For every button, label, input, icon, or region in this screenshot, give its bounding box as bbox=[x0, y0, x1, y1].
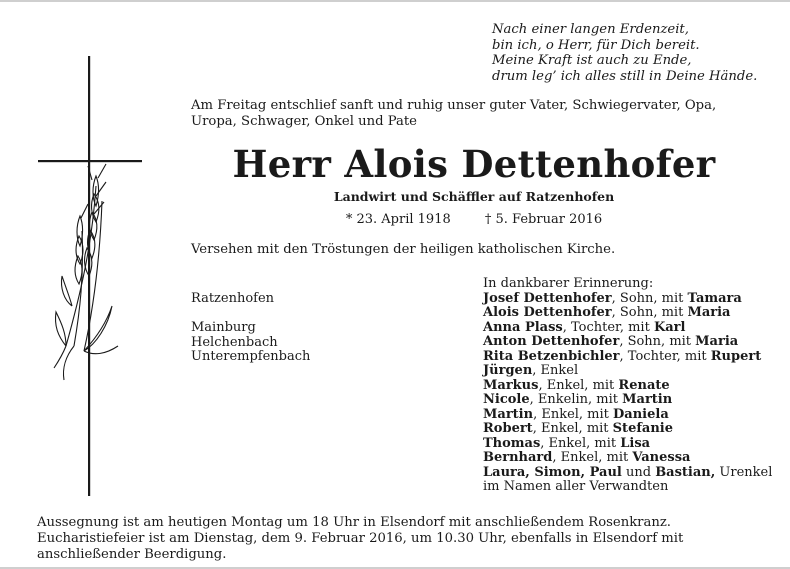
mourner-name: Vanessa bbox=[632, 450, 691, 465]
mourner-name: Bastian, bbox=[655, 464, 716, 480]
mourner-name: Maria bbox=[687, 305, 731, 320]
mourner-name: Rita Betzenbichler bbox=[483, 348, 620, 364]
mourner-name: Alois Dettenhofer bbox=[483, 305, 612, 320]
mourner-name: Martin bbox=[483, 406, 534, 422]
mourner-name: Anna Plass bbox=[483, 319, 563, 335]
mourner-relation: , Enkel, mit bbox=[538, 377, 619, 393]
mourner-name: Thomas bbox=[483, 435, 541, 451]
mourner-lines bbox=[483, 290, 773, 494]
mourner-line bbox=[483, 321, 773, 336]
mourner-name: Nicole bbox=[483, 392, 530, 407]
mourner-relation: , Enkel bbox=[532, 363, 579, 378]
poem-line: Nach einer langen Erdenzeit, bbox=[492, 22, 689, 37]
mourner-line bbox=[483, 480, 773, 495]
place: Unterempfenbach bbox=[191, 349, 311, 364]
place: Helchenbach bbox=[191, 334, 278, 350]
mourner-line bbox=[483, 379, 773, 394]
mourner-line bbox=[483, 292, 773, 307]
mourner-name: Tamara bbox=[687, 290, 742, 306]
mourner-name: Markus bbox=[483, 377, 539, 393]
death-date: † 5. Februar 2016 bbox=[484, 212, 603, 227]
mourner-relation: Urenkel bbox=[715, 464, 773, 480]
place: Mainburg bbox=[191, 320, 256, 335]
intro-text: Am Freitag entschlief sanft und ruhig unser guter Vater, Schwiegervater, Opa, Uropa, Schwager, Onkel und Pate bbox=[191, 98, 717, 130]
mourners-list bbox=[483, 276, 773, 494]
poem bbox=[492, 22, 772, 84]
mourner-name: Rupert bbox=[710, 348, 762, 364]
cross-with-wheat-icon bbox=[36, 56, 146, 496]
sacrament-text: Versehen mit den Tröstungen der heiligen katholischen Kirche. bbox=[191, 242, 616, 257]
place bbox=[191, 307, 310, 322]
mourner-relation: , Sohn, mit bbox=[611, 290, 688, 306]
mourner-line bbox=[483, 393, 773, 408]
poem-line: bin ich, o Herr, für Dich bereit. bbox=[492, 37, 700, 53]
mourner-relation: , Enkel, mit bbox=[533, 406, 614, 422]
mourner-relation: , Enkel, mit bbox=[532, 421, 613, 436]
birth-date: * 23. April 1918 bbox=[345, 212, 451, 227]
mourner-name: Lisa bbox=[620, 435, 651, 451]
occupation: Landwirt und Schäffler auf Ratzenhofen bbox=[333, 189, 615, 204]
top-border bbox=[0, 0, 790, 2]
mourner-line bbox=[483, 466, 773, 481]
mourner-relation: im Namen aller Verwandten bbox=[483, 479, 669, 494]
poem-line: drum leg’ ich alles still in Deine Hände. bbox=[492, 68, 758, 84]
mourner-relation: , Tochter, mit bbox=[619, 348, 711, 364]
poem-line: Meine Kraft ist auch zu Ende, bbox=[492, 53, 692, 69]
mourner-line bbox=[483, 437, 773, 452]
mourner-name: Anton Dettenhofer bbox=[483, 334, 620, 349]
mourner-relation: und bbox=[621, 464, 656, 480]
mourners-heading: In dankbarer Erinnerung: bbox=[483, 276, 654, 291]
mourner-name: Karl bbox=[653, 319, 686, 335]
mourner-relation: , Enkel, mit bbox=[552, 450, 633, 465]
mourner-name: Martin bbox=[622, 392, 673, 407]
mourner-line bbox=[483, 408, 773, 423]
mourner-line bbox=[483, 364, 773, 379]
mourner-line bbox=[483, 306, 773, 321]
mourner-line bbox=[483, 350, 773, 365]
latin-cross-icon bbox=[38, 56, 142, 496]
mourner-relation: , Enkelin, mit bbox=[529, 392, 623, 407]
mourner-name: Maria bbox=[695, 334, 739, 349]
mourner-relation: , Sohn, mit bbox=[619, 334, 696, 349]
mourner-line bbox=[483, 422, 773, 437]
mourner-name: Stefanie bbox=[612, 421, 674, 436]
mourner-name: Bernhard bbox=[483, 450, 553, 465]
place: Ratzenhofen bbox=[191, 291, 275, 306]
deceased-name: Herr Alois Dettenhofer bbox=[232, 142, 716, 186]
mourner-line bbox=[483, 335, 773, 350]
mourner-name: Renate bbox=[618, 377, 670, 393]
mourner-relation: , Enkel, mit bbox=[540, 435, 621, 451]
places-list bbox=[191, 292, 310, 365]
mourner-name: Jürgen bbox=[483, 363, 533, 378]
mourner-name: Laura, Simon, Paul bbox=[483, 464, 622, 480]
wheat-ears-icon bbox=[54, 164, 118, 380]
life-dates bbox=[191, 212, 757, 228]
mourner-name: Robert bbox=[483, 421, 533, 436]
mourner-relation: , Sohn, mit bbox=[611, 305, 688, 320]
mourner-name: Daniela bbox=[613, 406, 669, 422]
mourner-line bbox=[483, 451, 773, 466]
mourner-relation: , Tochter, mit bbox=[562, 319, 654, 335]
mourner-name: Josef Dettenhofer bbox=[483, 290, 612, 306]
service-info: Aussegnung ist am heutigen Montag um 18 Uhr in Elsendorf mit anschließendem Rosenkranz. Eucharistiefeier ist am Dienstag, dem 9. Februar 2016, um 10.30 Uhr, ebenfalls in Elsendorf mit anschließender Beerdigung. bbox=[37, 515, 684, 562]
